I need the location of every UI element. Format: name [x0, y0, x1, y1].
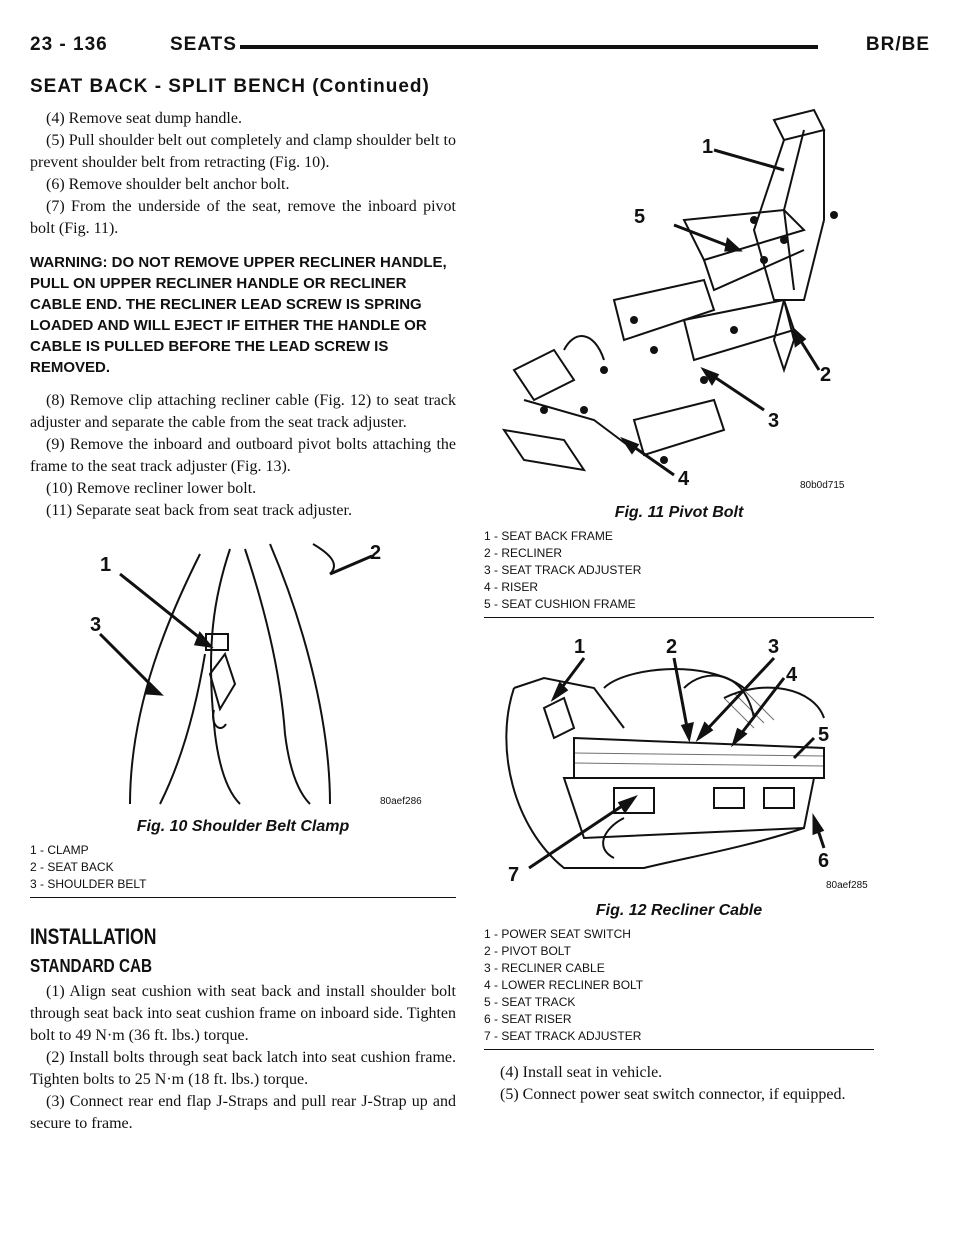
callout-3: 3	[768, 636, 780, 658]
figure-caption: Fig. 12 Recliner Cable	[595, 902, 763, 919]
step-text: (10) Remove recliner lower bolt.	[46, 480, 257, 497]
step-text: (4) Remove seat dump handle.	[46, 110, 242, 127]
figure-legend	[30, 842, 456, 893]
legend-item: 2 - SEAT BACK	[30, 860, 114, 874]
legend-item: 3 - SHOULDER BELT	[30, 877, 147, 891]
page-header	[30, 34, 930, 74]
step-text: (6) Remove shoulder belt anchor bolt.	[46, 176, 290, 193]
pivot-bolt-illustration	[484, 100, 874, 500]
legend-item: 4 - LOWER RECLINER BOLT	[484, 978, 644, 992]
figure-legend	[484, 528, 874, 613]
figure-code: 80aef285	[826, 880, 868, 891]
callout-1: 1	[574, 636, 586, 658]
figure-10	[30, 534, 456, 814]
legend-item: 7 - SEAT TRACK ADJUSTER	[484, 1029, 642, 1043]
step-text: (1) Align seat cushion with seat back and install shoulder bolt through seat back into seat cushion frame on inboard side. Tighten bolt to 49 N·m (36 ft. lbs.) torque.	[30, 983, 456, 1044]
callout-4: 4	[786, 664, 798, 686]
callout-5: 5	[818, 724, 830, 746]
figure-legend	[484, 926, 874, 1045]
figure-code: 80aef286	[380, 796, 422, 807]
legend-item: 5 - SEAT CUSHION FRAME	[484, 597, 636, 611]
page-subtitle: SEAT BACK - SPLIT BENCH (Continued)	[30, 76, 430, 97]
figure-rule	[484, 1049, 874, 1050]
model-code: BR/BE	[865, 34, 930, 55]
callout-7: 7	[508, 864, 520, 886]
callout-6: 6	[818, 850, 830, 872]
legend-item: 4 - RISER	[484, 580, 539, 594]
legend-item: 3 - RECLINER CABLE	[484, 961, 605, 975]
subsection-heading: STANDARD CAB	[30, 956, 153, 976]
callout-1: 1	[100, 554, 112, 576]
step-text: (3) Connect rear end flap J-Straps and pull rear J-Strap up and secure to frame.	[30, 1093, 456, 1132]
figure-caption: Fig. 10 Shoulder Belt Clamp	[136, 818, 350, 835]
callout-3: 3	[90, 614, 102, 636]
left-column	[30, 108, 456, 1135]
callout-3: 3	[768, 410, 780, 432]
legend-item: 1 - POWER SEAT SWITCH	[484, 927, 631, 941]
right-column	[484, 100, 874, 1106]
callout-2: 2	[370, 542, 382, 564]
step-text: (8) Remove clip attaching recliner cable (Fig. 12) to seat track adjuster and separate the cable from the seat track adjuster.	[30, 392, 456, 431]
figure-rule	[30, 897, 456, 898]
figure-12	[484, 628, 874, 898]
shoulder-belt-clamp-illustration	[30, 534, 456, 814]
legend-item: 5 - SEAT TRACK	[484, 995, 576, 1009]
callout-2: 2	[820, 364, 832, 386]
figure-code: 80b0d715	[800, 480, 845, 491]
warning-text: WARNING: DO NOT REMOVE UPPER RECLINER HANDLE, PULL ON UPPER RECLINER HANDLE OR RECLINER CABLE END. THE RECLINER LEAD SCREW IS SPRING LOADED AND WILL EJECT IF EITHER THE HANDLE OR CABLE IS PULLED BEFORE THE LEAD SCREW IS REMOVED.	[30, 254, 447, 376]
step-text: (5) Pull shoulder belt out completely and clamp shoulder belt to prevent shoulder belt from retracting (Fig. 10).	[30, 132, 456, 171]
callout-4: 4	[678, 468, 690, 490]
legend-item: 1 - CLAMP	[30, 843, 89, 857]
section-heading: INSTALLATION	[30, 924, 157, 949]
section-title: SEATS	[170, 34, 237, 55]
legend-item: 2 - RECLINER	[484, 546, 563, 560]
figure-caption: Fig. 11 Pivot Bolt	[614, 504, 744, 521]
callout-2: 2	[666, 636, 678, 658]
callout-5: 5	[634, 206, 646, 228]
step-text: (5) Connect power seat switch connector, if equipped.	[500, 1086, 846, 1103]
step-text: (9) Remove the inboard and outboard pivot bolts attaching the frame to the seat track adjuster (Fig. 13).	[30, 436, 456, 475]
step-text: (7) From the underside of the seat, remove the inboard pivot bolt (Fig. 11).	[30, 198, 456, 237]
recliner-cable-illustration	[484, 628, 874, 898]
step-text: (11) Separate seat back from seat track adjuster.	[46, 502, 352, 519]
step-text: (2) Install bolts through seat back latch into seat cushion frame. Tighten bolts to 25 N·m (18 ft. lbs.) torque.	[30, 1049, 456, 1088]
figure-rule	[484, 617, 874, 618]
legend-item: 3 - SEAT TRACK ADJUSTER	[484, 563, 642, 577]
legend-item: 2 - PIVOT BOLT	[484, 944, 571, 958]
header-rule	[240, 45, 818, 49]
page-number: 23 - 136	[30, 34, 108, 55]
legend-item: 1 - SEAT BACK FRAME	[484, 529, 613, 543]
callout-1: 1	[702, 136, 714, 158]
legend-item: 6 - SEAT RISER	[484, 1012, 572, 1026]
step-text: (4) Install seat in vehicle.	[500, 1064, 663, 1081]
figure-11	[484, 100, 874, 500]
